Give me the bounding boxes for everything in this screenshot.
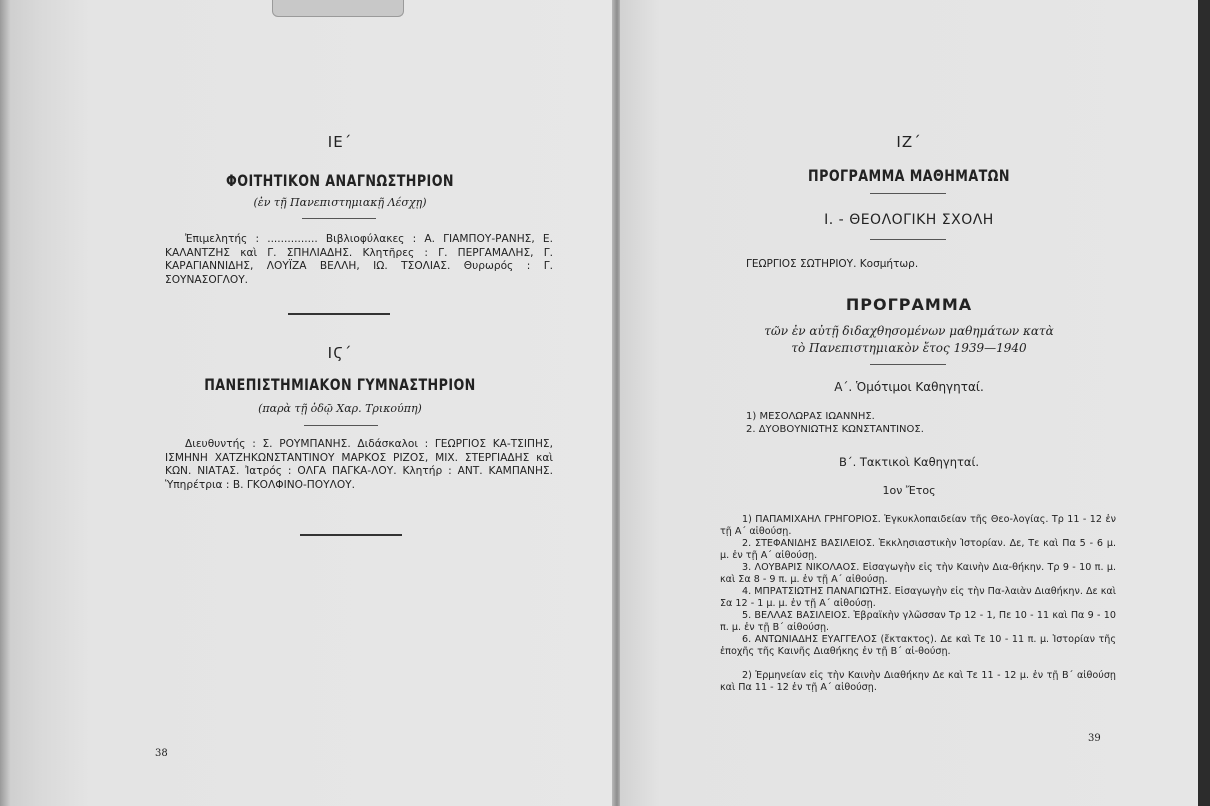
regular-heading: Β΄. Τακτικοὶ Καθηγηταί.: [838, 455, 980, 469]
school-heading: Ι. - ΘΕΟΛΟΓΙΚΗ ΣΧΟΛΗ: [824, 212, 994, 228]
list-item: 3. ΛΟΥΒΑΡΙΣ ΝΙΚΟΛΑΟΣ. Εἰσαγωγὴν εἰς τὴν Καινὴν Δια-θήκην. Τρ 9 - 10 π. μ. καὶ Σα 8 - 9 π. μ. ἐν τῇ Α΄ αἰθούσῃ.: [720, 562, 1116, 585]
program-subtitle-line2: τὸ Πανεπιστημιακὸν ἔτος 1939—1940: [791, 341, 1027, 355]
program-heading: ΠΡΟΓΡΑΜΜΑ: [845, 295, 973, 314]
section-title: ΠΑΝΕΠΙΣΤΗΜΙΑΚΟΝ ΓΥΜΝΑΣΤΗΡΙΟΝ: [204, 376, 476, 394]
emeritus-heading: Α΄. Ὁμότιμοι Καθηγηταί.: [834, 380, 984, 394]
course-list: [720, 514, 1116, 694]
program-subtitle-line1: τῶν ἐν αὐτῇ διδαχθησομένων μαθημάτων κατὰ: [764, 324, 1054, 338]
dean-line: ΓΕΩΡΓΙΟΣ ΣΩΤΗΡΙΟΥ. Κοσμήτωρ.: [746, 258, 919, 270]
list-item: 1) ΜΕΣΟΛΩΡΑΣ ΙΩΑΝΝΗΣ.: [746, 411, 875, 422]
book-edge-left: [0, 0, 10, 806]
section-subtitle: (παρὰ τῇ ὁδῷ Χαρ. Τρικούπη): [258, 402, 422, 415]
page-number: 38: [155, 748, 168, 759]
section-subtitle: (ἐν τῇ Πανεπιστημιακῇ Λέσχῃ): [253, 196, 427, 209]
section-title: ΦΟΙΤΗΤΙΚΟΝ ΑΝΑΓΝΩΣΤΗΡΙΟΝ: [226, 172, 454, 190]
section-body: Διευθυντής : Σ. ΡΟΥΜΠΑΝΗΣ. Διδάσκαλοι : ΓΕΩΡΓΙΟΣ ΚΑ-ΤΣΙΠΗΣ, ΙΣΜΗΝΗ ΧΑΤΖΗΚΩΝΣΤΑΝΤΙΝΟΥ ΜΑΡΚΟΣ ΡΙΖΟΣ, ΜΙΧ. ΣΤΕΡΓΙΑΔΗΣ καὶ ΚΩΝ. ΝΙΑΤΑΣ. Ἰατρός : ΟΛΓΑ ΠΑΓΚΑ-ΛΟΥ. Κλητήρ : ΑΝΤ. ΚΑΜΠΑΝΗΣ. Ὑπηρέτρια : Β. ΓΚΟΛΦΙΝΟ-ΠΟΥΛΟΥ.: [165, 438, 553, 491]
section-body: Ἐπιμελητής : ............... Βιβλιοφύλακες : Α. ΓΙΑΜΠΟΥ-ΡΑΝΗΣ, Ε. ΚΑΛΑΝΤΖΗΣ καὶ Γ. ΣΠΗΛΙΑΔΗΣ. Κλητῆρες : Γ. ΠΕΡΓΑΜΑΛΗΣ, Γ. ΚΑΡΑΓΙΑΝΝΙΔΗΣ, ΛΟΥΪΖΑ ΒΕΛΛΗ, ΙΩ. ΤΣΟΛΙΑΣ. Θυρωρός : Γ. ΣΟΥΝΑΣΟΓΛΟΥ.: [165, 233, 553, 286]
divider: [870, 193, 946, 194]
divider: [304, 425, 378, 426]
section-numeral: ΙΖ΄: [896, 133, 922, 151]
binder-clip: [272, 0, 404, 17]
list-item: 4. ΜΠΡΑΤΣΙΩΤΗΣ ΠΑΝΑΓΙΩΤΗΣ. Εἰσαγωγὴν εἰς τὴν Πα-λαιὰν Διαθήκην. Δε καὶ Σα 12 - 1 μ. μ. ἐν τῇ Α΄ αἰθούσῃ.: [720, 586, 1116, 609]
page-number: 39: [1088, 733, 1101, 744]
divider: [870, 364, 946, 365]
divider: [288, 313, 390, 315]
left-page: [10, 0, 614, 806]
section-numeral: ΙΕ΄: [327, 133, 353, 151]
divider: [302, 218, 376, 219]
list-item: 5. ΒΕΛΛΑΣ ΒΑΣΙΛΕΙΟΣ. Ἑβραϊκὴν γλῶσσαν Τρ 12 - 1, Πε 10 - 11 καὶ Πα 9 - 10 π. μ. ἐν τῇ Β΄ αἰθούσῃ.: [720, 610, 1116, 633]
section-numeral: ΙϚ΄: [327, 344, 353, 362]
list-item: 2. ΣΤΕΦΑΝΙΔΗΣ ΒΑΣΙΛΕΙΟΣ. Ἐκκλησιαστικὴν Ἱστορίαν. Δε, Τε καὶ Πα 5 - 6 μ. μ. ἐν τῇ Α΄ αἰθούσῃ.: [720, 538, 1116, 561]
emeritus-list: [746, 410, 924, 436]
list-item: 2) Ἑρμηνείαν εἰς τὴν Καινὴν Διαθήκην Δε καὶ Τε 11 - 12 μ. ἐν τῇ Β΄ αἰθούσῃ καὶ Πα 11 - 12 ἐν τῇ Α΄ αἰθούσῃ.: [720, 670, 1116, 693]
list-item: 2. ΔΥΟΒΟΥΝΙΩΤΗΣ ΚΩΝΣΤΑΝΤΙΝΟΣ.: [746, 424, 924, 435]
right-page: [620, 0, 1198, 806]
list-item: 6. ΑΝΤΩΝΙΑΔΗΣ ΕΥΑΓΓΕΛΟΣ (ἔκτακτος). Δε καὶ Τε 10 - 11 π. μ. Ἱστορίαν τῆς ἐποχῆς τῆς Καινῆς Διαθήκης ἐν τῇ Β΄ αἰ-θούσῃ.: [720, 634, 1116, 657]
divider: [300, 534, 402, 536]
list-item: 1) ΠΑΠΑΜΙΧΑΗΛ ΓΡΗΓΟΡΙΟΣ. Ἐγκυκλοπαιδείαν τῆς Θεο-λογίας. Τρ 11 - 12 ἐν τῇ Α΄ αἰθούσῃ.: [720, 514, 1116, 537]
book-edge-right: [1198, 0, 1210, 806]
section-title: ΠΡΟΓΡΑΜΜΑ ΜΑΘΗΜΑΤΩΝ: [808, 167, 1010, 185]
divider: [870, 239, 946, 240]
year-heading: 1ον Ἔτος: [882, 484, 936, 497]
